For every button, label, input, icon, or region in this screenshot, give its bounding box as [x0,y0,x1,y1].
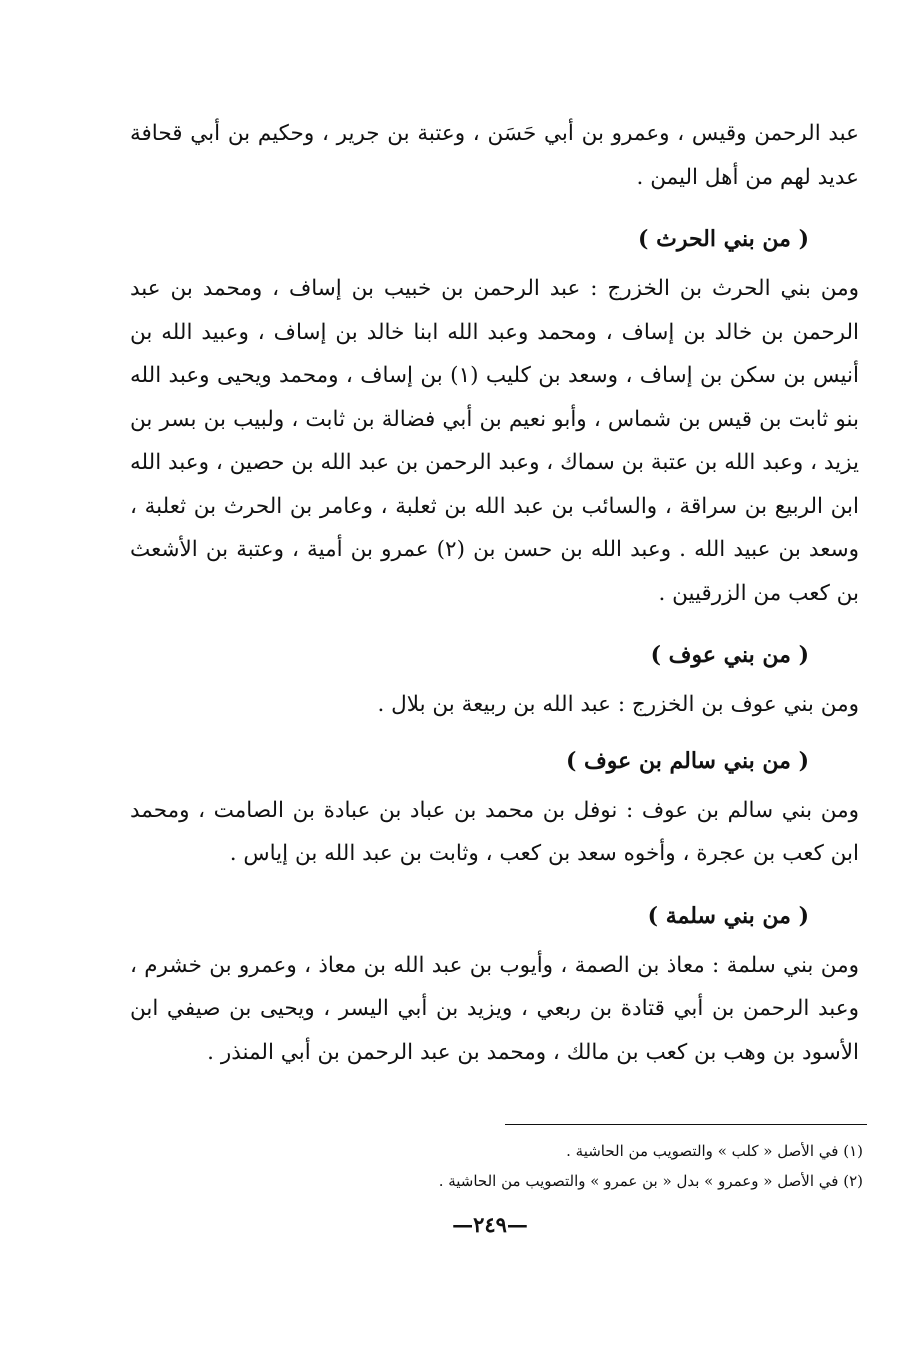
heading-bani-salama: ( من بني سلمة ) [647,902,809,929]
paragraph-bani-awf: ومن بني عوف بن الخزرج : عبد الله بن ربيعة بن بلال . [377,692,859,717]
footnote-1: (١) في الأصل « كلب » والتصويب من الحاشية . [566,1142,863,1160]
paragraph-bani-salim: ومن بني سالم بن عوف : نوفل بن محمد بن عباد بن عبادة بن الصامت ، ومحمد ابن كعب بن عجرة ، وأخوه سعد بن كعب ، وثابت بن عبد الله بن إياس . [130,797,859,866]
footnotes [303,1136,863,1196]
heading-bani-salim: ( من بني سالم بن عوف ) [565,747,809,774]
footnote-divider [505,1124,867,1125]
paragraph-bani-salama: ومن بني سلمة : معاذ بن الصمة ، وأيوب بن عبد الله بن معاذ ، وعمرو بن خشرم ، وعبد الرحمن بن أبي قتادة بن ربعي ، ويزيد بن أبي اليسر ، ويحيى بن صيفي ابن الأسود بن وهب بن كعب بن مالك ، ومحمد بن عبد الرحمن بن أبي المنذر . [130,952,859,1065]
page-number: —٢٤٩— [452,1212,528,1237]
footnote-2: (٢) في الأصل « وعمرو » بدل « بن عمرو » والتصويب من الحاشية . [438,1172,863,1190]
paragraph-bani-al-harith: ومن بني الحرث بن الخزرج : عبد الرحمن بن خبيب بن إساف ، ومحمد بن عبد الرحمن بن خالد بن إساف ، ومحمد وعبد الله ابنا خالد بن إساف ، وعبيد الله بن أنيس بن سكن بن إساف ، وسعد بن كليب (١) بن إساف ، ومحمد ويحيى وعبد الله بنو ثابت بن قيس بن شماس ، وأبو نعيم بن أبي فضالة بن ثابت ، ولبيب بن بسر بن يزيد ، وعبد الله بن عتبة بن سماك ، وعبد الرحمن بن عبد الله بن حصين ، وعبد الله ابن الربيع بن سراقة ، والسائب بن عبد الله بن ثعلبة ، وعامر بن الحرث بن ثعلبة ، وسعد بن عبيد الله . وعبد الله بن حسن بن (٢) عمرو بن أمية ، وعتبة بن الأشعث بن كعب من الزرقيين . [130,276,859,606]
heading-bani-awf: ( من بني عوف ) [650,642,809,668]
paragraph-intro: عبد الرحمن وقيس ، وعمرو بن أبي حَسَن ، وعتبة بن جرير ، وحكيم بن أبي قحافة عديد لهم من أهل اليمن . [130,121,859,190]
heading-bani-al-harith: ( من بني الحرث ) [638,226,809,252]
